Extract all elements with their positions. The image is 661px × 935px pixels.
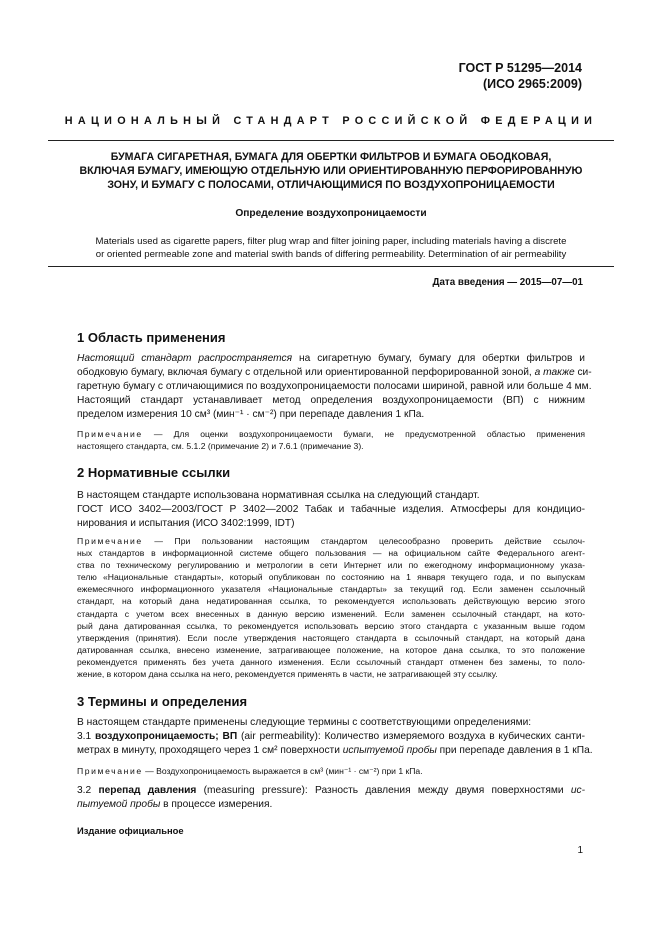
text-line: ства по техническому регулированию и метрологии в сети Интернет или по ежегодному информационному указа- bbox=[77, 560, 585, 571]
note-label: Примечание bbox=[77, 766, 143, 776]
text-run: в процессе измерения. bbox=[160, 799, 273, 810]
text-line bbox=[77, 366, 592, 380]
text-line: рый дана датированная ссылка, то рекомендуется использовать версию этого стандарта с указанным выше годом bbox=[77, 620, 585, 631]
text-line: пределом измерения 10 см³ (мин⁻¹ · см⁻²) при перепаде давления 1 кПа. bbox=[77, 409, 425, 420]
text-run: си- bbox=[574, 367, 592, 378]
text-line bbox=[77, 765, 585, 777]
section-1-paragraph-1 bbox=[77, 352, 592, 394]
text-run: ободковую бумагу, включая бумагу с отдельной или ориентированной перфорированной зоной, bbox=[77, 367, 535, 378]
text-run: — Для оценки воздухопроницаемости бумаги, не предусмотренной областью применения bbox=[142, 429, 585, 439]
divider-top bbox=[48, 140, 614, 141]
italic-phrase: а также bbox=[534, 367, 575, 378]
text-line bbox=[77, 784, 585, 798]
italic-phrase: Настоящий стандарт распространяется bbox=[77, 353, 293, 364]
english-title-line-1: Materials used as cigarette papers, filter plug wrap and filter joining paper, including materials having a discrete bbox=[95, 236, 567, 247]
term-name: перепад давления bbox=[98, 785, 197, 796]
text-line bbox=[77, 798, 585, 812]
effective-date: Дата введения — 2015—07—01 bbox=[432, 277, 583, 288]
section-3-note bbox=[77, 765, 585, 777]
document-title bbox=[60, 150, 602, 192]
text-line: утверждения (принятия). Если после утверждения настоящего стандарта в ссылочный стандарт, на который дана bbox=[77, 632, 585, 643]
section-3-heading: 3 Термины и определения bbox=[77, 694, 248, 709]
text-line bbox=[77, 428, 585, 440]
text-line: Настоящий стандарт устанавливает метод определения воздухопроницаемости (ВП) с нижним bbox=[77, 395, 585, 406]
italic-phrase: пытуемой пробы bbox=[77, 799, 161, 810]
text-line bbox=[77, 535, 585, 547]
section-2-reference bbox=[77, 503, 585, 531]
text-line: телю «Национальные стандарты», который опубликован по состоянию на 1 января текущего года, и по выпускам bbox=[77, 572, 585, 583]
divider-title bbox=[48, 266, 614, 267]
text-line: гаретную бумагу с отличающимися по воздухопроницаемости полосами шириной, равной или больше 4 мм. bbox=[77, 381, 592, 392]
note-label: Примечание bbox=[77, 429, 143, 439]
text-line: ных стандартов в информационной системе общего пользования — на официальном сайте Федерального агент- bbox=[77, 548, 585, 559]
text-line: настоящего стандарта, см. 5.1.2 (примечание 2) и 7.6.1 (примечание 3). bbox=[77, 441, 364, 452]
text-run: метрах в минуту, проходящего через 1 см² поверхности bbox=[77, 745, 343, 756]
text-line: ГОСТ ИСО 3402—2003/ГОСТ Р 3402—2002 Табак и табачные изделия. Атмосферы для кондицио- bbox=[77, 504, 585, 515]
text-line: стандарта с учетом всех внесенных в данную версию изменений. Если заменен ссылочный стандарт, на кото- bbox=[77, 608, 585, 619]
national-standard-banner: НАЦИОНАЛЬНЫЙ СТАНДАРТ РОССИЙСКОЙ ФЕДЕРАЦИИ bbox=[64, 115, 598, 127]
text-line bbox=[77, 730, 585, 744]
note-label: Примечание bbox=[77, 536, 143, 546]
text-line: ежемесячного информационного указателя «Национальные стандарты» за текущий год. Если заменен ссылочный bbox=[77, 584, 585, 595]
english-title bbox=[55, 235, 607, 261]
text-line: жение, в котором дана ссылка на него, рекомендуется применять в части, не затрагивающей эту ссылку. bbox=[77, 669, 498, 680]
section-1-paragraph-2 bbox=[77, 394, 585, 422]
text-run: — Воздухопроницаемость выражается в см³ (мин⁻¹ · см⁻²) при 1 кПа. bbox=[142, 766, 423, 776]
text-run: — При пользовании настоящим стандартом целесообразно проверить действие ссылоч- bbox=[142, 536, 585, 546]
text-line: нирования и испытания (ИСО 3402:1999, IDT) bbox=[77, 518, 295, 529]
section-1-note bbox=[77, 428, 585, 452]
section-2-paragraph-1: В настоящем стандарте использована нормативная ссылка на следующий стандарт. bbox=[77, 490, 480, 501]
document-subtitle: Определение воздухопроницаемости bbox=[235, 208, 427, 219]
iso-number: (ИСО 2965:2009) bbox=[483, 77, 582, 91]
term-number: 3.1 bbox=[77, 731, 95, 742]
section-2-note bbox=[77, 535, 585, 680]
term-3-2 bbox=[77, 784, 585, 812]
title-line-3: ЗОНУ, И БУМАГУ С ПОЛОСАМИ, ОТЛИЧАЮЩИМИСЯ ПО ВОЗДУХОПРОНИЦАЕМОСТИ bbox=[107, 179, 555, 191]
italic-phrase: ис- bbox=[570, 785, 585, 796]
title-line-2: ВКЛЮЧАЯ БУМАГУ, ИМЕЮЩУЮ ОТДЕЛЬНУЮ ИЛИ ОРИЕНТИРОВАННУЮ ПЕРФОРИРОВАННУЮ bbox=[79, 165, 583, 177]
official-edition-label: Издание официальное bbox=[77, 825, 184, 836]
gost-number: ГОСТ Р 51295—2014 bbox=[458, 61, 582, 75]
text-line: рекомендуется применять без учета данного изменения. Если ссылочный стандарт отменен без замены, то поло- bbox=[77, 656, 585, 667]
text-run: (air permeability): Количество измеряемого воздуха в кубических санти- bbox=[237, 731, 585, 742]
section-3-paragraph-1: В настоящем стандарте применены следующие термины с соответствующими определениями: bbox=[77, 717, 532, 728]
text-line: стандарт, на который дана недатированная ссылка, то рекомендуется использовать действующую версию этого bbox=[77, 596, 585, 607]
term-number: 3.2 bbox=[77, 785, 99, 796]
section-1-heading: 1 Область применения bbox=[77, 330, 226, 345]
standard-designation bbox=[459, 60, 582, 92]
title-line-1: БУМАГА СИГАРЕТНАЯ, БУМАГА ДЛЯ ОБЕРТКИ ФИЛЬТРОВ И БУМАГА ОБОДКОВАЯ, bbox=[110, 151, 552, 163]
section-2-heading: 2 Нормативные ссылки bbox=[77, 465, 231, 480]
term-3-1 bbox=[77, 730, 593, 758]
english-title-line-2: or oriented permeable zone and material swith bands of differing permeability. Determination of air permeability bbox=[95, 249, 567, 260]
term-name: воздухопроницаемость; ВП bbox=[94, 731, 238, 742]
text-run: (measuring pressure): Разность давления между двумя поверхностями bbox=[196, 785, 571, 796]
text-run: при перепаде давления в 1 кПа. bbox=[436, 745, 593, 756]
page-number: 1 bbox=[577, 845, 583, 856]
text-line bbox=[77, 744, 593, 758]
italic-phrase: испытуемой пробы bbox=[342, 745, 437, 756]
text-run: на сигаретную бумагу, бумагу для обертки фильтров и bbox=[292, 353, 586, 364]
text-line: датированная ссылка, внесено изменение, затрагивающее положение, на которое дана ссылка, то это положение bbox=[77, 644, 585, 655]
